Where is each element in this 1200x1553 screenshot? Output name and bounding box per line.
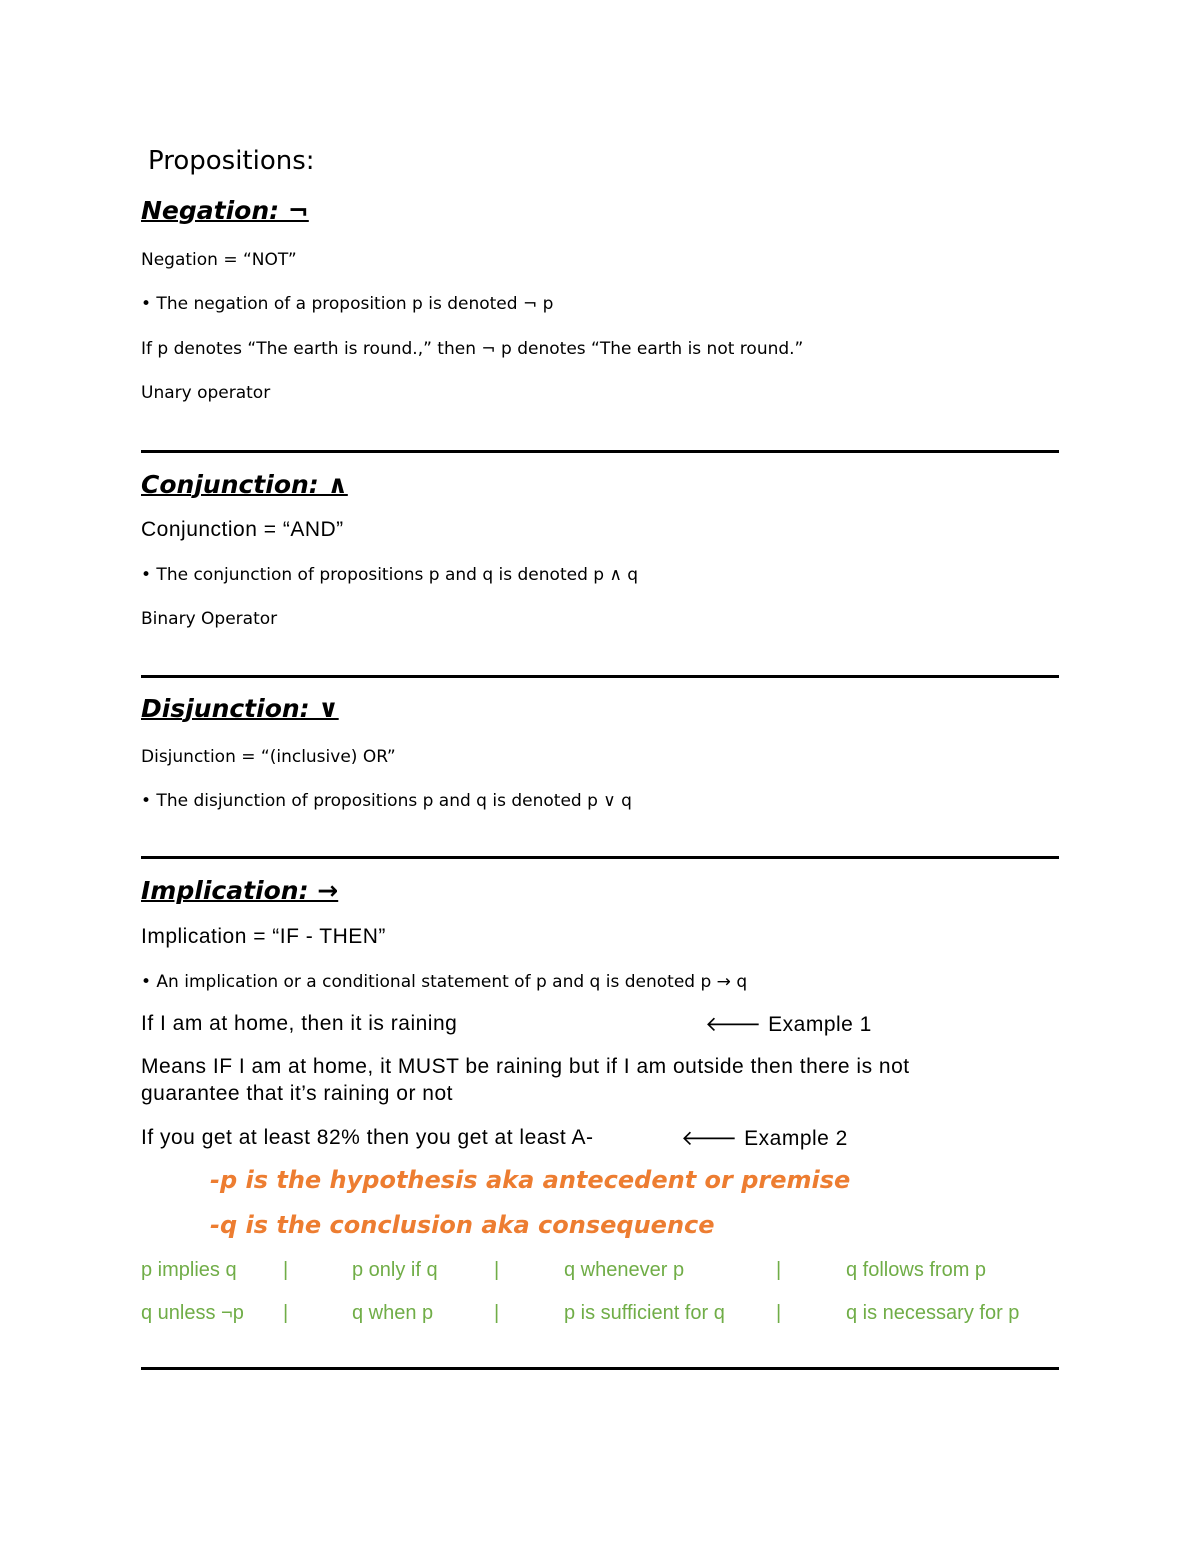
negation-heading: Negation: ¬ <box>141 196 309 225</box>
negation-definition: Negation = “NOT” <box>141 250 297 270</box>
phrase-cell: p only if q <box>352 1259 438 1281</box>
negation-bullet: • The negation of a proposition p is denoted ¬ p <box>141 294 554 314</box>
section-divider <box>141 856 1059 859</box>
phrase-cell: q when p <box>352 1302 434 1324</box>
hypothesis-note: -p is the hypothesis aka antecedent or premise <box>210 1166 851 1194</box>
phrase-cell: p is sufficient for q <box>564 1302 725 1324</box>
disjunction-heading: Disjunction: ∨ <box>141 694 339 723</box>
disjunction-bullet: • The disjunction of propositions p and q is denoted p ∨ q <box>141 791 632 811</box>
negation-example: If p denotes “The earth is round.,” then ¬ p denotes “The earth is not round.” <box>141 339 804 359</box>
phrase-separator: | <box>494 1302 500 1324</box>
negation-operator-type: Unary operator <box>141 383 271 403</box>
phrase-cell: p implies q <box>141 1259 237 1281</box>
example1-text: If I am at home, then it is raining <box>141 1012 458 1035</box>
phrase-separator: | <box>776 1259 782 1281</box>
conjunction-heading: Conjunction: ∧ <box>141 470 348 499</box>
conjunction-definition: Conjunction = “AND” <box>141 518 344 541</box>
section-divider <box>141 675 1059 678</box>
document-title: Propositions: <box>148 146 315 176</box>
phrase-cell: q is necessary for p <box>846 1302 1020 1324</box>
phrase-cell: q whenever p <box>564 1259 685 1281</box>
disjunction-definition: Disjunction = “(inclusive) OR” <box>141 747 396 767</box>
example1-label: 🡐 Example 1 <box>705 1013 872 1036</box>
conclusion-note: -q is the conclusion aka consequence <box>210 1211 715 1239</box>
phrase-separator: | <box>283 1259 289 1281</box>
conjunction-operator-type: Binary Operator <box>141 609 278 629</box>
example2-label: 🡐 Example 2 <box>681 1127 848 1150</box>
implication-heading: Implication: → <box>141 876 339 905</box>
example2-text: If you get at least 82% then you get at least A- <box>141 1126 594 1149</box>
phrase-cell: q unless ¬p <box>141 1302 244 1324</box>
phrase-separator: | <box>494 1259 500 1281</box>
implication-explanation-line1: Means IF I am at home, it MUST be raining but if I am outside then there is not <box>141 1055 910 1078</box>
section-divider <box>141 1367 1059 1370</box>
implication-definition: Implication = “IF - THEN” <box>141 925 386 948</box>
implication-bullet: • An implication or a conditional statement of p and q is denoted p → q <box>141 972 748 992</box>
section-divider <box>141 450 1059 453</box>
implication-explanation-line2: guarantee that it’s raining or not <box>141 1082 453 1105</box>
phrase-cell: q follows from p <box>846 1259 987 1281</box>
phrase-separator: | <box>283 1302 289 1324</box>
conjunction-bullet: • The conjunction of propositions p and q is denoted p ∧ q <box>141 565 639 585</box>
phrase-separator: | <box>776 1302 782 1324</box>
